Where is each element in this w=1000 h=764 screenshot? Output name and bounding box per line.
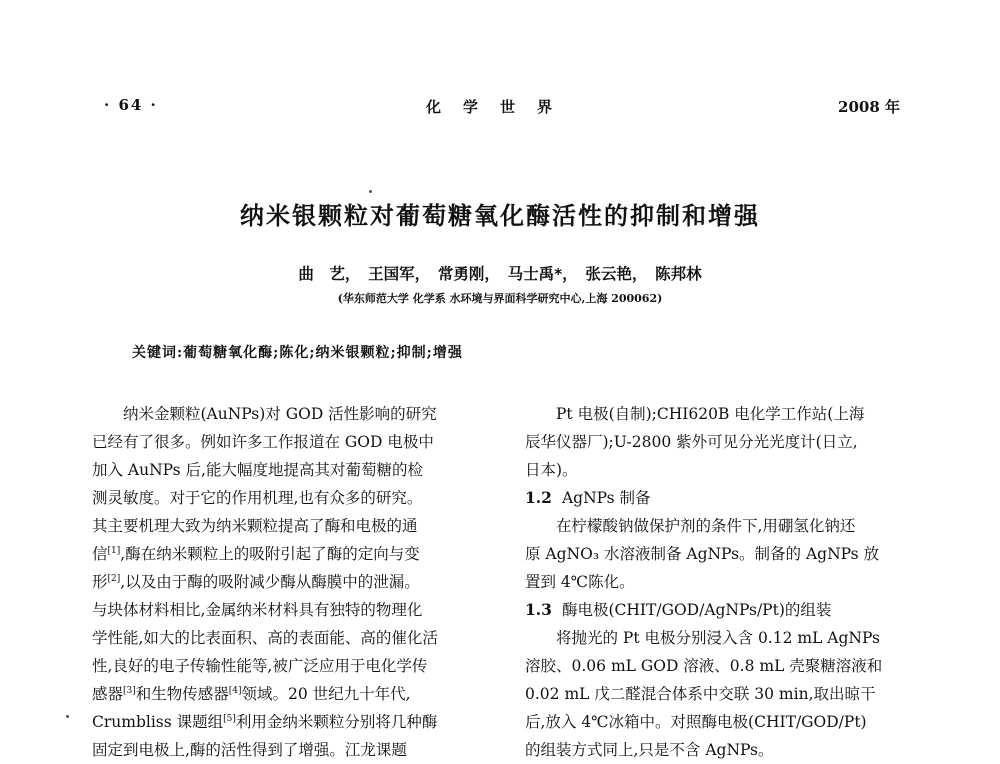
scan-dot-mark	[369, 190, 372, 193]
text-line: 后,放入 4℃冰箱中。对照酶电极(CHIT/GOD/Pt)	[525, 713, 867, 731]
text-line: 置到 4℃陈化。	[525, 573, 635, 591]
scan-dot-mark	[66, 715, 69, 718]
citation-ref[interactable]: [1]	[107, 545, 121, 556]
keywords	[132, 342, 463, 362]
section-title: AgNPs 制备	[561, 489, 651, 507]
author-list: 曲 艺， 王国军， 常勇刚， 马士禹*， 张云艳， 陈邦林	[298, 265, 702, 283]
text-line: 将抛光的 Pt 电极分别浸入含 0.12 mL AgNPs	[556, 629, 880, 647]
text-line: 固定到电极上,酶的活性得到了增强。江龙课题	[92, 741, 407, 759]
text-line: 的组装方式同上,只是不含 AgNPs。	[525, 741, 774, 759]
text-line: 与块体材料相比,金属纳米材料具有独特的物理化	[92, 601, 423, 619]
text-line: 加入 AuNPs 后,能大幅度地提高其对葡萄糖的检	[92, 461, 423, 479]
text-line: 形[2],以及由于酶的吸附减少酶从酶膜中的泄漏。	[92, 573, 420, 591]
text-line: Pt 电极(自制);CHI620B 电化学工作站(上海	[556, 405, 865, 423]
text-line: Crumbliss 课题组[5]利用金纳米颗粒分别将几种酶	[92, 713, 438, 731]
text-line: 纳米金颗粒(AuNPs)对 GOD 活性影响的研究	[123, 405, 437, 423]
keywords-label: 关键词:	[132, 345, 184, 361]
journal-name: 化学世界	[425, 98, 574, 116]
citation-ref[interactable]: [4]	[228, 685, 242, 696]
text-line: 学性能,如大的比表面积、高的表面能、高的催化活	[92, 629, 438, 647]
text-line: 其主要机理大致为纳米颗粒提高了酶和电极的通	[92, 517, 418, 535]
section-number: 1.2	[525, 488, 552, 507]
text-line: 原 AgNO₃ 水溶液制备 AgNPs。制备的 AgNPs 放	[525, 545, 880, 563]
section-number: 1.3	[525, 600, 552, 619]
affiliation: (华东师范大学 化学系 水环境与界面科学研究中心,上海 200062)	[337, 292, 663, 305]
text-line: 在柠檬酸钠做保护剂的条件下,用硼氢化钠还	[556, 517, 856, 535]
text-line: 日本)。	[525, 461, 578, 479]
citation-ref[interactable]: [2]	[107, 573, 121, 584]
keywords-text: 葡萄糖氧化酶;陈化;纳米银颗粒;抑制;增强	[183, 345, 463, 361]
page-number: · 64 ·	[104, 96, 158, 114]
text-line: 感器[3]和生物传感器[4]领域。20 世纪九十年代,	[92, 685, 411, 703]
citation-ref[interactable]: [5]	[223, 713, 236, 724]
body-column-left	[92, 400, 494, 764]
paper-title: 纳米银颗粒对葡萄糖氧化酶活性的抑制和增强	[240, 202, 760, 230]
publication-year: 2008 年	[838, 98, 900, 116]
text-line: 性,良好的电子传输性能等,被广泛应用于电化学传	[92, 657, 428, 675]
section-heading-1-3	[525, 596, 915, 624]
text-line: 信[1],酶在纳米颗粒上的吸附引起了酶的定向与变	[92, 545, 420, 563]
citation-ref[interactable]: [3]	[123, 685, 136, 696]
text-line: 已经有了很多。例如许多工作报道在 GOD 电极中	[92, 433, 434, 451]
text-line: 辰华仪器厂);U-2800 紫外可见分光光度计(日立,	[525, 433, 858, 451]
section-heading-1-2	[525, 484, 915, 512]
text-line: 溶胶、0.06 mL GOD 溶液、0.8 mL 壳聚糖溶液和	[525, 657, 883, 675]
text-line: 0.02 mL 戊二醛混合体系中交联 30 min,取出晾干	[525, 685, 876, 703]
body-column-right	[525, 400, 915, 764]
section-title: 酶电极(CHIT/GOD/AgNPs/Pt)的组装	[561, 601, 832, 619]
text-line: 测灵敏度。对于它的作用机理,也有众多的研究。	[92, 489, 423, 507]
